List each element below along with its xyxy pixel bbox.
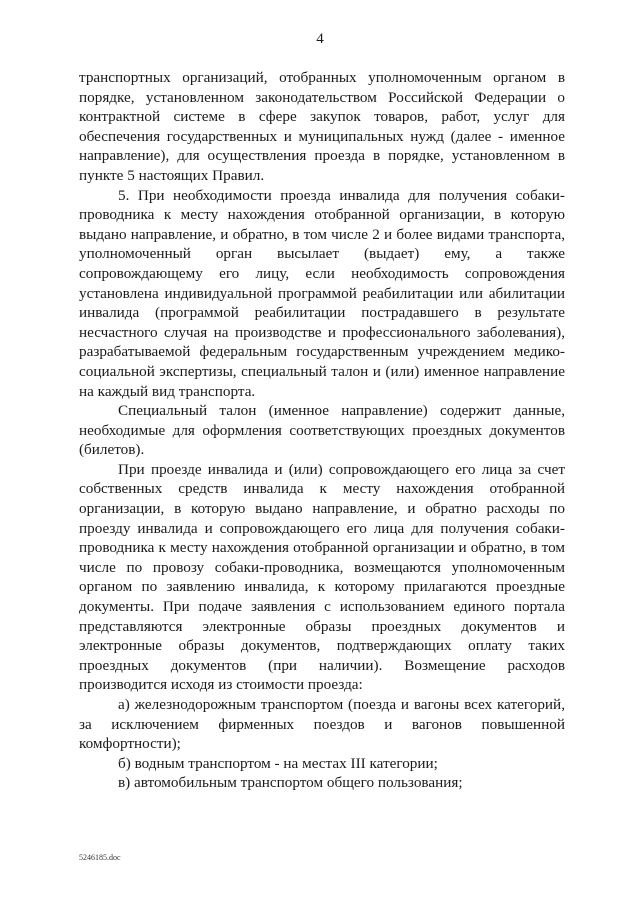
page-number: 4: [316, 31, 324, 47]
footer-doc-id: 5246185.doc: [79, 853, 121, 862]
paragraph-continuation: транспортных организаций, отобранных уполномоченным органом в порядке, установленном законодательством Российской Федерации о контрактной системе в сфере закупок товаров, работ, услуг для обеспечения государственных и муниципальных нужд (далее - именное направление), для осуществления проезда в порядке, установленном в пункте 5 настоящих Правил.: [79, 69, 565, 184]
list-item-a: а) железнодорожным транспортом (поезда и вагоны всех категорий, за исключением фирменных поездов и вагонов повышенной комфортности);: [79, 696, 565, 753]
list-item-c: в) автомобильным транспортом общего пользования;: [118, 774, 463, 792]
paragraph-item-5: 5. При необходимости проезда инвалида для получения собаки-проводника к месту нахождения отобранной организации, в которую выдано направление, и обратно, в том числе 2 и более видами транспорта, уполномоченный орган высылает (выдает) ему, а также сопровождающему его лицу, если необходимость сопровождения установлена индивидуальной программой реабилитации или абилитации инвалида (программой реабилитации пострадавшего в результате несчастного случая на производстве и профессионального заболевания), разрабатываемой федеральным государственным учреждением медико-социальной экспертизы, специальный талон и (или) именное направление на каждый вид транспорта.: [79, 186, 565, 400]
paragraph-reimbursement: При проезде инвалида и (или) сопровождающего его лица за счет собственных средств инвалида к месту нахождения отобранной организации, в которую выдано направление, и обратно расходы по проезду инвалида и сопровождающего его лица для получения собаки-проводника к месту нахождения отобранной организации и обратно, в том числе по провозу собаки-проводника, возмещаются уполномоченным органом по заявлению инвалида, к которому прилагаются проездные документы. При подаче заявления с использованием единого портала представляются электронные образы проездных документов и электронные образы документов, подтверждающих оплату таких проездных документов (при наличии). Возмещение расходов производится исходя из стоимости проезда:: [79, 460, 565, 694]
list-item-b: б) водным транспортом - на местах III категории;: [118, 754, 438, 772]
document-body: [79, 68, 565, 793]
paragraph-special-ticket: Специальный талон (именное направление) содержит данные, необходимые для оформления соответствующих проездных документов (билетов).: [79, 402, 565, 459]
